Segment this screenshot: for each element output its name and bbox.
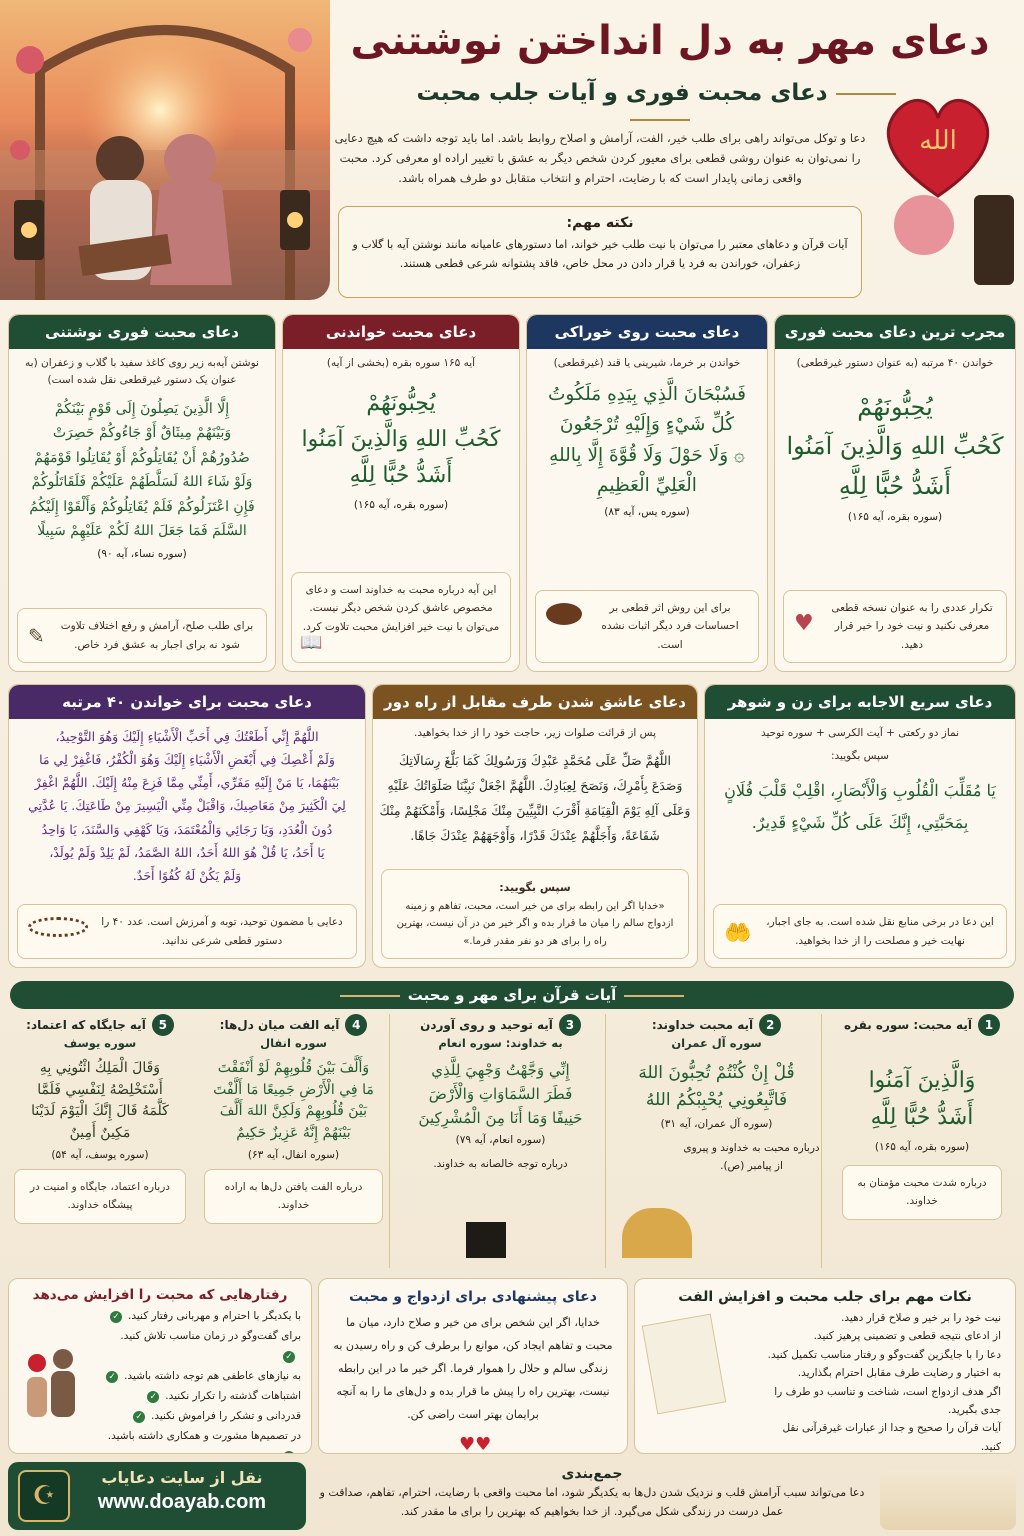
verse-reference: (سوره بقره، آیه ۱۶۵) <box>847 510 943 523</box>
ornament-divider <box>630 119 690 121</box>
card-note <box>535 590 759 663</box>
verse-reference: (سوره انعام، آیه ۷۹) <box>455 1134 546 1146</box>
card-note <box>783 590 1007 663</box>
arabic-line: فَطَرَ السَّمَاوَاتِ وَالْأَرْضَ <box>428 1085 573 1103</box>
arabic-line: شَفَاعَةً، وَأَجَلَّهُمْ عِنْدَكَ قَدْرًا، وَأَوْجَهَهُمْ عِنْدَكَ جَاهًا. <box>410 827 660 843</box>
card-note-text: برای طلب صلح، آرامش و رفع اختلاف تلاوت شود نه برای اجبار به عشق فرد خاص. <box>60 620 254 651</box>
arabic-line: كَلَّمَهُ قَالَ إِنَّكَ الْيَوْمَ لَدَيْنَا <box>31 1103 169 1120</box>
arabic-line: فَسُبْحَانَ الَّذِي بِيَدِهِ مَلَكُوتُ <box>547 383 747 405</box>
card-note-text: این دعا در برخی منابع نقل شده است. به جای اجبار، نهایت خیر و مصلحت را از خدا بخواهید. <box>766 916 994 947</box>
check-icon <box>283 1451 295 1454</box>
behaviors-section <box>8 1278 312 1454</box>
book-icon: 📖 <box>300 631 323 653</box>
arabic-line: يَا أَحَدُ، يَا قُلْ هُوَ اللهُ أَحَدٌ، اللهُ الصَّمَدُ، لَمْ يَلِدْ وَلَمْ يُولَدْ، <box>49 844 325 860</box>
check-icon: ✓ <box>133 1411 145 1423</box>
kaaba-icon <box>466 1222 506 1258</box>
arabic-line: وَالَّذِينَ آمَنُوا <box>868 1068 976 1093</box>
behavior-text: برای گفت‌وگو در زمان مناسب تلاش کنید. <box>120 1329 301 1342</box>
verse-note: درباره الفت یافتن دل‌ها به اراده خداوند. <box>204 1169 383 1224</box>
arabic-line: كُلِّ شَيْءٍ وَإِلَيْهِ تُرْجَعُونَ <box>559 414 735 436</box>
note-text: آیات قرآن و دعاهای معتبر را می‌توان با نیت طلب خیر خواند، اما دستورهای عامیانه مانند نوشتن آیه با گلاب و زعفران، خوراندن به فرد یا قرار دادن در محل خاص، فاقد پشتوانه شرعی قطعی هستند. <box>352 238 848 271</box>
people-heart-icon <box>21 1341 83 1421</box>
check-icon: ✓ <box>106 1371 118 1383</box>
footer-label: نقل از سایت دعایاب <box>101 1468 263 1487</box>
arabic-line: السَّلَمَ فَمَا جَعَلَ اللهُ لَكُمْ عَلَيْهِمْ سَبِيلًا <box>37 523 247 540</box>
card-note <box>291 572 511 663</box>
behavior-text: در تصمیم‌ها مشورت و همکاری داشته باشید. <box>107 1429 301 1442</box>
behavior-item <box>105 1427 301 1454</box>
tip-item: آیات قرآن را صحیح و جدا از عبارات غیرقرآنی نقل کنید. <box>782 1422 1001 1453</box>
rose-icon <box>894 195 954 255</box>
arabic-line: إِنِّي وَجَّهْتُ وَجْهِيَ لِلَّذِي <box>431 1061 570 1079</box>
arabic-line: أَشَدُّ حُبًّا لِلَّهِ <box>838 471 952 500</box>
card-title: دعای عاشق شدن طرف مقابل از راه دور <box>373 685 697 719</box>
arabic-line: بَيْنَهُمَا، يَا مَنْ إِلَيْهِ مَفَرِّي، أَمِنِّي مِمَّا فَزِعَ مِنْهُ إِلَيْكَ. اللَّهُمَّ اغْفِرْ <box>34 775 340 791</box>
arabic-line: بَيْنَهُمْ إِنَّهُ عَزِيزٌ حَكِيمٌ <box>236 1125 351 1142</box>
verse-reference: (سوره نساء، آیه ۹۰) <box>97 547 187 560</box>
verse-reference: (سوره آل عمران، آیه ۳۱) <box>660 1118 773 1131</box>
marriage-prayer-text: خدایا، اگر این شخص برای من خیر و صلاح دارد، میان ما محبت و تفاهم ایجاد کن، موانع را برطرف کن و راه رسیدن به زندگی سالم و حلال را هموار فرما. اگر خیر ما در این رابطه نیست، بهترین راه را پیش ما قرار بده و دل‌های ما را به آنچه برایمان بهتر است راضی کن. <box>333 1316 613 1422</box>
card-subtitle: خواندن بر خرما، شیرینی یا قند (غیرقطعی) <box>553 357 741 369</box>
verse-heading: آیه الفت میان دل‌ها: <box>219 1018 340 1032</box>
card-title: مجرب ترین دعای محبت فوری <box>775 315 1015 349</box>
card-written-prayer <box>8 314 276 672</box>
verse-note: درباره اعتماد، جایگاه و امنیت در پیشگاه خداوند. <box>14 1169 186 1224</box>
verses-banner-text: آیات قرآن برای مهر و محبت <box>407 986 617 1004</box>
arabic-line: الْعَلِيِّ الْعَظِيمِ <box>597 475 697 497</box>
behavior-item <box>105 1407 301 1427</box>
arabic-line: أَسْتَخْلِصْهُ لِنَفْسِي فَلَمَّا <box>37 1081 163 1098</box>
verse-note: درباره شدت محبت مؤمنان به خداوند. <box>842 1165 1002 1220</box>
arabic-line: دُونَ الْعُدَدِ، وَيَا رَجَائِي وَالْمُعْتَمَدَ، وَيَا كَهْفِي وَالسَّنَدَ، يَا وَاحِدُ <box>41 821 333 837</box>
card-note-text: برای این روش اثر قطعی بر احساسات فرد دیگر اثبات نشده است. <box>601 601 739 651</box>
arabic-line: وَعَلَى آلِهِ يَوْمَ الْقِيَامَةِ أَقْرَبَ النَّبِيِّينَ مِنْكَ مَجْلِسًا، وَأَمْكَنَهُمْ مِنْكَ <box>379 802 691 818</box>
verse-reference: (سوره یوسف، آیه ۵۴) <box>51 1148 149 1161</box>
arabic-line: وَصَدَعَ بِأَمْرِكَ، وَنَصَحَ لِعِبَادِكَ. اللَّهُمَّ اجْعَلْ نَبِيَّنَا صَلَوَاتُكَ عَلَيْهِ <box>387 777 683 793</box>
verse-reference: (سوره بقره، آیه ۱۶۵) <box>874 1140 970 1153</box>
arabic-line: حَنِيفًا وَمَا أَنَا مِنَ الْمُشْرِكِينَ <box>418 1109 583 1127</box>
verse-card-3 <box>396 1014 606 1268</box>
verse-number: 4 <box>345 1014 367 1036</box>
verse-note: درباره محبت به خداوند و پیروی از پیامبر (ص). <box>683 1142 820 1173</box>
section-title: نکات مهم برای جلب محبت و افزایش الفت <box>678 1289 972 1305</box>
behavior-item <box>105 1327 301 1367</box>
card-note-text: «خدایا اگر این رابطه برای من خیر است، محبت، تفاهم و زمینه ازدواج سالم را میان ما قرار بده و اگر خیر من در آن نیست، بهترین راه را برای هر دو نفر مقدر فرما.» <box>396 900 674 947</box>
behavior-item <box>105 1387 301 1407</box>
verse-note: درباره توجه خالصانه به خداوند. <box>433 1158 568 1170</box>
arabic-line: إِلَّا الَّذِينَ يَصِلُونَ إِلَى قَوْمٍ بَيْنَكُمْ <box>54 400 230 417</box>
hearts-icon: ♥♥ <box>459 1434 492 1454</box>
tip-item: به اختیار و رضایت طرف مقابل احترام بگذارید. <box>797 1367 1001 1380</box>
verse-heading: آیه توحید و روی آوردن <box>420 1018 553 1032</box>
card-recitation-prayer <box>282 314 520 672</box>
arabic-line: وَلَمْ أَعْصِكَ فِي أَبْغَضِ الْأَشْيَاءِ إِلَيْكَ وَهُوَ الْكُفْرُ، فَاغْفِرْ لِي مَا <box>39 752 335 768</box>
arabic-line: يُحِبُّونَهُمْ <box>366 390 436 416</box>
card-title: دعای محبت خواندنی <box>283 315 519 349</box>
arabic-line: يَا مُقَلِّبَ الْقُلُوبِ وَالْأَبْصَارِ، اقْلِبْ قَلْبَ فُلَانٍ <box>724 780 996 800</box>
tip-item: نیت خود را بر خیر و صلاح قرار دهید. <box>841 1312 1001 1324</box>
arabic-line: أَشَدُّ حُبًّا لِلَّهِ <box>870 1105 974 1131</box>
dates-icon <box>546 603 582 625</box>
verses-banner <box>10 981 1014 1009</box>
arabic-line: وَأَلَّفَ بَيْنَ قُلُوبِهِمْ لَوْ أَنْفَقْتَ <box>217 1060 370 1076</box>
tip-item: دعا را با جایگزین گفت‌وگو و رفتار مناسب تکمیل کنید. <box>767 1348 1001 1361</box>
card-note-text: تکرار عددی را به عنوان نسخه قطعی معرفی نکنید و نیت خود را خیر قرار دهید. <box>831 601 993 651</box>
arabic-line: مَكِينٌ أَمِينٌ <box>69 1125 131 1142</box>
card-forty-times-prayer <box>8 684 366 968</box>
check-icon: ✓ <box>147 1391 159 1403</box>
tips-section <box>634 1278 1016 1454</box>
verse-number: 3 <box>559 1014 581 1036</box>
intro-text: دعا و توکل می‌تواند راهی برای طلب خیر، الفت، آرامش و اصلاح روابط باشد. اما باید توجه داشت که هیچ دعایی را نمی‌توان به عنوان روشی قطعی برای معیور کردن شخص دیگر به عشق با تغییر اراده او معرفی کرد. محبت واقعی زمانی پایدار است که با رضایت، احترام و انتخاب متقابل دو طرف همراه باشد. <box>334 131 866 186</box>
verse-reference: (سوره بقره، آیه ۱۶۵) <box>353 498 449 511</box>
tip-item: اگر هدف ازدواج است، شناخت و تناسب دو طرف را جدی بگیرید. <box>774 1385 1001 1416</box>
heart-icon <box>878 92 998 202</box>
behavior-text: اشتباهات گذشته را تکرار نکنید. <box>165 1389 301 1402</box>
arabic-line: فَإِنِ اعْتَزَلُوكُمْ فَلَمْ يُقَاتِلُوكُمْ وَأَلْقَوْا إِلَيْكُمُ <box>29 498 255 515</box>
card-note-title: سپس بگویید: <box>499 881 571 895</box>
card-note-text: دعایی با مضمون توحید، توبه و آمرزش است. عدد ۴۰ را دستور قطعی شرعی ندانید. <box>101 916 343 947</box>
card-subtitle-2: سپس بگویید: <box>831 749 889 762</box>
footer-source <box>8 1462 306 1530</box>
footer-url[interactable]: www.doayab.com <box>97 1491 267 1513</box>
card-quick-couple-prayer <box>704 684 1016 968</box>
card-distance-love-prayer <box>372 684 698 968</box>
card-title: دعای سریع الاجابه برای زن و شوهر <box>705 685 1015 719</box>
arabic-line: وَلَوْ شَاءَ اللهُ لَسَلَّطَهُمْ عَلَيْكُمْ فَلَقَاتَلُوكُمْ <box>31 474 253 491</box>
arabic-line: بِمَحَبَّتِي، إِنَّكَ عَلَى كُلِّ شَيْءٍ قَدِيرٌ. <box>751 812 969 832</box>
arabic-line: كَحُبِّ اللهِ وَالَّذِينَ آمَنُوا <box>786 432 1004 461</box>
verse-number: 5 <box>152 1014 174 1036</box>
ornament-divider <box>624 995 684 997</box>
card-title: دعای محبت برای خواندن ۴۰ مرتبه <box>9 685 365 719</box>
verse-surah: به خداوند: سوره انعام <box>438 1036 563 1050</box>
arabic-line: بَيْنَ قُلُوبِهِمْ وَلَكِنَّ اللهَ أَلَّفَ <box>219 1103 368 1120</box>
arabic-line: اللَّهُمَّ صَلِّ عَلَى مُحَمَّدٍ عَبْدِكَ وَرَسُولِكَ كَمَا بَلَّغَ رِسَالَاتِكَ <box>398 752 672 768</box>
page-subtitle <box>380 80 940 132</box>
arabic-line: ۞ وَلَا حَوْلَ وَلَا قُوَّةَ إِلَّا بِاللهِ <box>549 444 745 466</box>
tip-item: از ادعای نتیجه قطعی و تضمینی پرهیز کنید. <box>813 1330 1001 1343</box>
card-note <box>381 869 689 959</box>
arabic-line: اللَّهُمَّ إِنِّي أَطَعْتُكَ فِي أَحَبِّ الْأَشْيَاءِ إِلَيْكَ وَهُوَ التَّوْحِيدُ، <box>55 729 319 744</box>
behavior-item <box>105 1367 301 1387</box>
praying-hands-icon: 🤲 <box>724 921 752 947</box>
hero-illustration <box>0 0 330 300</box>
verse-surah: سوره آل عمران <box>671 1036 762 1050</box>
card-food-prayer <box>526 314 768 672</box>
verse-reference: (سوره یس، آیه ۸۳) <box>604 505 690 518</box>
card-note-text: این آیه درباره محبت به خداوند است و دعای مخصوص عاشق کردن شخص دیگر نیست. می‌توان با نیت خیر افزایش محبت تلاوت کرد. <box>302 583 500 633</box>
verse-card-2 <box>612 1014 822 1268</box>
behavior-text: قدردانی و تشکر را فراموش نکنید. <box>151 1409 301 1422</box>
card-note <box>17 608 267 663</box>
arabic-line: مَا فِي الْأَرْضِ جَمِيعًا مَا أَلَّفْتَ <box>213 1081 374 1098</box>
card-subtitle: پس از قرائت صلوات زیر، حاجت خود را از خدا بخواهید. <box>413 727 656 739</box>
check-icon: ✓ <box>283 1351 295 1363</box>
verse-heading: آیه جایگاه که اعتماد: <box>26 1018 146 1032</box>
card-title: دعای محبت فوری نوشتنی <box>9 315 275 349</box>
arabic-line: لِيَ الْكَثِيرَ مِنْ مَعَاصِيكَ، وَاقْبَلْ مِنِّي الْيَسِيرَ مِنْ طَاعَتِكَ. يَا عُدَّتِي <box>28 798 346 814</box>
important-note <box>338 206 862 298</box>
verse-surah: سوره یوسف <box>63 1036 137 1050</box>
prayer-beads-icon <box>28 917 88 937</box>
site-logo-icon: ☪ <box>18 1470 70 1522</box>
pen-paper-icon: ✎ <box>28 624 45 649</box>
arabic-line: وَبَيْنَهُمْ مِيثَاقٌ أَوْ جَاءُوكُمْ حَصِرَتْ <box>52 425 232 442</box>
check-icon: ✓ <box>110 1311 122 1323</box>
verse-card-1 <box>828 1014 1016 1268</box>
arabic-line: وَلَمْ يَكُنْ لَهُ كُفُوًا أَحَدٌ. <box>132 867 242 883</box>
arabic-line: صُدُورُهُمْ أَنْ يُقَاتِلُوكُمْ أَوْ يُقَاتِلُوا قَوْمَهُمْ <box>34 449 250 466</box>
arabic-line: يُحِبُّونَهُمْ <box>857 392 933 421</box>
card-subtitle: آیه ۱۶۵ سوره بقره (بخشی از آیه) <box>326 357 476 369</box>
verse-heading: آیه محبت خداوند: <box>651 1018 754 1032</box>
arabic-line: كَحُبِّ اللهِ وَالَّذِينَ آمَنُوا <box>301 427 501 453</box>
verse-number: 2 <box>759 1014 781 1036</box>
behavior-item <box>105 1307 301 1327</box>
marriage-prayer-section <box>318 1278 628 1454</box>
behavior-text: به نیازهای عاطفی هم توجه داشته باشید. <box>124 1369 301 1382</box>
ornament-divider <box>340 995 400 997</box>
card-note <box>713 904 1007 959</box>
verse-surah: سوره انفال <box>260 1036 327 1050</box>
card-subtitle: نوشتن آیه‌به زیر روی کاغذ سفید با گلاب و زعفران (به عنوان یک دستور غیرقطعی نقل شده است) <box>25 357 259 386</box>
arabic-line: أَشَدُّ حُبًّا لِلَّهِ <box>349 463 453 489</box>
subtitle-text: دعای محبت فوری و آیات جلب محبت <box>416 80 828 106</box>
arabic-line: قُلْ إِنْ كُنْتُمْ تُحِبُّونَ اللهَ <box>638 1063 795 1083</box>
card-most-tested-prayer <box>774 314 1016 672</box>
page-title: دعای مهر به دل انداختن نوشتنی <box>350 18 990 64</box>
verse-heading: آیه محبت: سوره بقره <box>844 1018 972 1032</box>
verse-number: 1 <box>978 1014 1000 1036</box>
mosque-lantern-icon <box>880 1470 1016 1530</box>
card-subtitle: خواندن ۴۰ مرتبه (به عنوان دستور غیرقطعی) <box>796 357 994 369</box>
arabic-line: وَقَالَ الْمَلِكُ ائْتُونِي بِهِ <box>39 1060 161 1076</box>
note-title: نکته مهم: <box>566 215 634 231</box>
verse-reference: (سوره انفال، آیه ۶۳) <box>247 1148 340 1161</box>
verse-card-4 <box>198 1014 390 1268</box>
card-title: دعای محبت روی خوراکی <box>527 315 767 349</box>
heart-hands-icon: ♥ <box>794 610 814 636</box>
mosque-icon <box>622 1208 692 1258</box>
behavior-text: با یکدیگر با احترام و مهربانی رفتار کنید. <box>128 1310 301 1322</box>
summary-title: جمع‌بندی <box>561 1466 623 1482</box>
card-subtitle: نماز دو رکعتی + آیت الکرسی + سوره توحید <box>760 727 960 739</box>
summary-text: دعا می‌تواند سبب آرامش قلب و نزدیک شدن دل‌ها به یکدیگر شود، اما محبت واقعی با رضایت، احترام، تفاهم، صداقت و عمل درست در زندگی شکل می‌گیرد. از خدا بخواهیم که بهترین را برای ما مقدر کند. <box>319 1486 865 1518</box>
section-title: رفتارهایی که محبت را افزایش می‌دهد <box>32 1287 288 1303</box>
card-note <box>17 904 357 959</box>
heart-label: الله <box>919 126 957 156</box>
summary-section <box>312 1466 872 1530</box>
verse-card-5 <box>8 1014 192 1268</box>
lantern-icon <box>974 195 1014 285</box>
section-title: دعای پیشنهادی برای ازدواج و محبت <box>349 1289 597 1305</box>
arabic-line: فَاتَّبِعُونِي يُحْبِبْكُمُ اللهُ <box>645 1090 788 1111</box>
